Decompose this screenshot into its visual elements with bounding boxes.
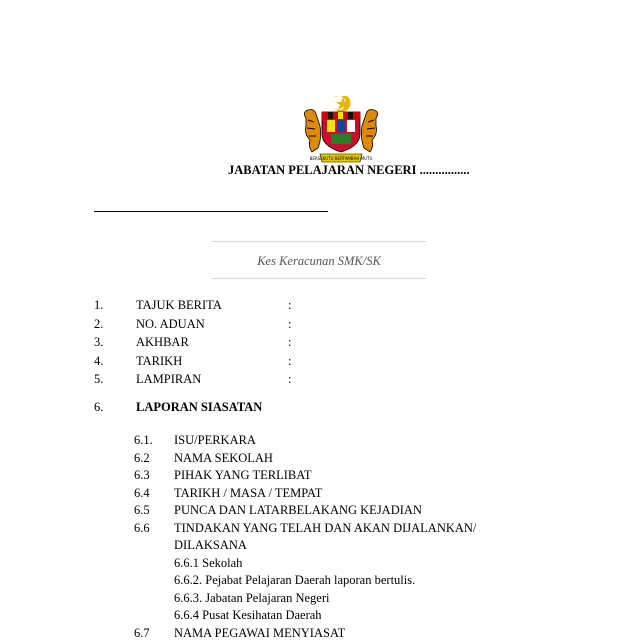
detail-number: 2. xyxy=(94,316,104,331)
item-label: PIHAK YANG TERLIBAT xyxy=(174,468,312,482)
coat-of-arms-icon xyxy=(298,96,384,166)
item-number: 6.7 xyxy=(134,625,150,640)
item-label: 6.6.4 Pusat Kesihatan Daerah xyxy=(174,608,322,622)
item-label: PUNCA DAN LATARBELAKANG KEJADIAN xyxy=(174,503,422,517)
detail-number: 5. xyxy=(94,372,104,386)
detail-label: AKHBAR xyxy=(136,335,189,349)
detail-label: LAMPIRAN xyxy=(136,372,202,386)
subtitle-divider-bottom xyxy=(212,278,426,279)
detail-colon: : xyxy=(288,353,292,368)
detail-colon: : xyxy=(288,372,292,386)
section-title: LAPORAN SIASATAN xyxy=(136,400,263,414)
detail-colon: : xyxy=(288,316,292,331)
reference-line xyxy=(94,211,328,212)
detail-colon: : xyxy=(288,298,292,312)
detail-number: 4. xyxy=(94,353,104,368)
case-subtitle: Kes Keracunan SMK/SK xyxy=(257,254,381,268)
item-label: 6.6.3. Jabatan Pelajaran Negeri xyxy=(174,590,330,605)
detail-label: TAJUK BERITA xyxy=(136,298,222,312)
item-label: TARIKH / MASA / TEMPAT xyxy=(174,485,323,500)
department-title: JABATAN PELAJARAN NEGERI ................ xyxy=(228,163,470,177)
item-label: ISU/PERKARA xyxy=(174,433,256,447)
detail-label: NO. ADUAN xyxy=(136,316,205,331)
item-label: DILAKSANA xyxy=(174,538,247,552)
item-number: 6.6 xyxy=(134,520,150,535)
item-label: 6.6.1 Sekolah xyxy=(174,555,243,570)
item-label: TINDAKAN YANG TELAH DAN AKAN DIJALANKAN/ xyxy=(174,520,477,535)
item-label: NAMA PEGAWAI MENYIASAT xyxy=(174,625,346,640)
item-label: NAMA SEKOLAH xyxy=(174,450,273,465)
item-number: 6.5 xyxy=(134,503,150,517)
item-number: 6.3 xyxy=(134,468,150,482)
item-number: 6.1. xyxy=(134,433,153,447)
item-label: 6.6.2. Pejabat Pelajaran Daerah laporan bertulis. xyxy=(174,573,416,587)
subtitle-divider-top xyxy=(212,241,426,242)
detail-label: TARIKH xyxy=(136,353,183,368)
crest-motto: BERSEKUTU BERTAMBAH MUTU xyxy=(309,156,373,161)
detail-number: 1. xyxy=(94,298,104,312)
section-number: 6. xyxy=(94,400,104,414)
detail-colon: : xyxy=(288,335,292,349)
item-number: 6.4 xyxy=(134,485,150,500)
item-number: 6.2 xyxy=(134,450,150,465)
detail-number: 3. xyxy=(94,335,104,349)
